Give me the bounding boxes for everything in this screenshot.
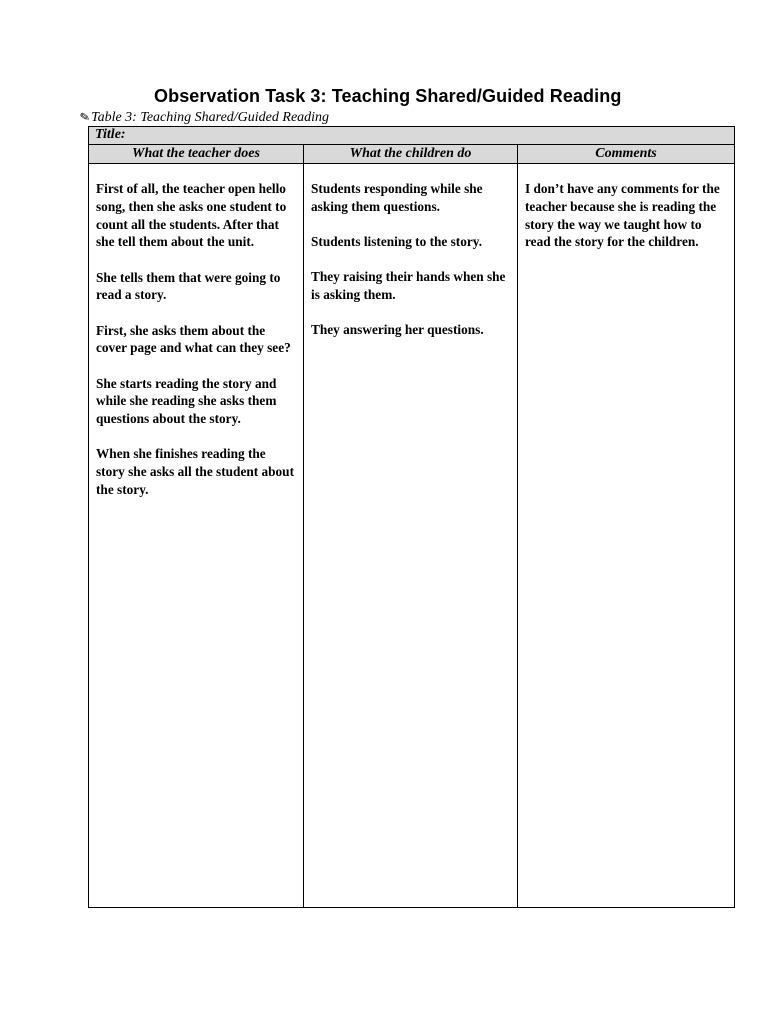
observation-table (88, 126, 735, 908)
children-paragraph: Students listening to the story. (311, 233, 483, 249)
teacher-paragraph: First of all, the teacher open hello song, then she asks one student to count all the students. After that she tell them about the unit. (96, 181, 287, 250)
table-caption-text: Table 3: Teaching Shared/Guided Reading (91, 110, 330, 125)
table-caption (80, 110, 329, 126)
children-paragraph: They raising their hands when she is asking them. (311, 269, 506, 302)
header-teacher-does: What the teacher does (89, 145, 304, 164)
children-paragraph: They answering her questions. (311, 322, 484, 338)
teacher-paragraph: First, she asks them about the cover page and what can they see? (96, 322, 291, 356)
table-title-cell (89, 127, 735, 145)
header-children-do: What the children do (304, 145, 518, 164)
teacher-paragraph: When she finishes reading the story she asks all the student about the story. (96, 446, 295, 497)
teacher-paragraph: She starts reading the story and while she reading she asks them questions about the story. (96, 375, 277, 427)
table-title-label: Title: (95, 127, 126, 142)
comments-cell (518, 164, 735, 908)
pencil-icon: ✎ (78, 109, 92, 125)
teacher-paragraph: She tells them that were going to read a story. (96, 269, 281, 303)
teacher-does-cell (89, 164, 304, 908)
children-do-cell (304, 164, 518, 908)
header-comments: Comments (518, 145, 735, 164)
comments-paragraph: I don’t have any comments for the teacher because she is reading the story the way we taught how to read the story for the children. (525, 181, 720, 250)
children-paragraph: Students responding while she asking them questions. (311, 181, 483, 214)
page-title: Observation Task 3: Teaching Shared/Guided Reading (154, 86, 622, 106)
